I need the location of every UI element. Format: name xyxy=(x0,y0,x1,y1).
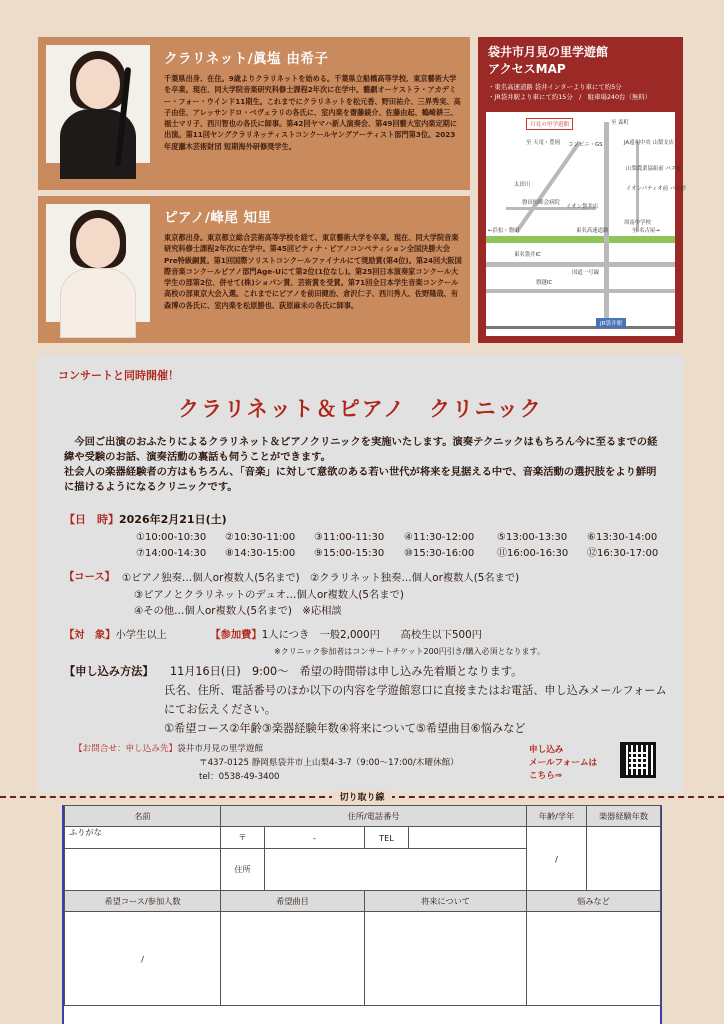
application-form xyxy=(62,805,662,1024)
pianist-bio: 東京都出身。東京都立総合芸術高等学校を経て、東京藝術大学を卒業。現在、同大学院音楽研究科修士課程2年次に在学中。第45回ピティナ・ピアノコンペティション全国決勝大会Pre特級銅賞。第1回国際ソリストコンクールファイナルにて奨励賞(第4位)。第24回大阪国際音楽コンクールピアノ部門Age-Uにて第2位(1位なし)。第25回日本演奏家コンクール大学生の部第2位、併せて(株)ショパン賞、芸術賞を受賞。第71回全日本学生音楽コンクール高校の部東京大会入選。これまでにピアノを前田健治、倉沢仁子、西川秀人、佐野隆哉、有森博の各氏に、室内楽を松原勝也、荻原麻未の各氏に師事。 xyxy=(164,233,462,310)
tel-field[interactable] xyxy=(409,827,527,849)
address-field[interactable] xyxy=(265,849,527,891)
slot: ①10:00-10:30 xyxy=(136,532,207,543)
cut-line xyxy=(0,792,724,806)
tel-label: TEL xyxy=(365,827,409,849)
access-subtitle: アクセスMAP xyxy=(488,62,566,76)
header-piece: 希望曲目 xyxy=(221,891,365,912)
slot: ⑧14:30-15:00 xyxy=(225,548,296,559)
slot: ⑪16:00-16:30 xyxy=(497,548,569,559)
postal-label: 〒 xyxy=(221,827,265,849)
course-label: 【コース】 xyxy=(64,571,115,583)
clinic-title: クラリネット＆ピアノ クリニック xyxy=(178,397,543,421)
address-label: 住所 xyxy=(221,849,265,891)
header-age: 年齢/学年 xyxy=(527,806,587,827)
map-jr-station: JR袋井駅 xyxy=(596,318,626,328)
profile-piano xyxy=(38,196,470,343)
pianist-photo xyxy=(46,204,150,322)
name-field[interactable] xyxy=(65,849,221,891)
slot: ⑤13:00-13:30 xyxy=(497,532,568,543)
future-field[interactable] xyxy=(365,912,527,1006)
header-years: 楽器経験年数 xyxy=(587,806,661,827)
age-field[interactable]: / xyxy=(527,827,587,891)
slot: ②10:30-11:00 xyxy=(225,532,296,543)
apply-details: 11月16日(日) 9:00～ 希望の時間帯は申し込み先着順となります。 氏名、住所、電話番号のほか以下の内容を学遊館窓口に直接またはお電話、申し込みメールフォームにてお伝えください。 ①希望コース②年齢③楽器経験年数④将来について⑤希望曲目⑥悩みなど xyxy=(164,665,667,735)
map-venue-label: 月見の里学遊館 xyxy=(526,118,573,130)
header-address: 住所/電話番号 xyxy=(221,806,527,827)
access-title: 袋井市月見の里学遊館 xyxy=(488,45,609,59)
date-row: 【日 時】2026年2月21日(土) xyxy=(64,513,227,526)
clarinetist-photo xyxy=(46,45,150,163)
slot: ⑩15:30-16:00 xyxy=(404,548,475,559)
years-field[interactable] xyxy=(587,827,661,891)
clinic-intro: 今回ご出演のおふたりによるクラリネット＆ピアノクリニックを実施いたします。演奏テクニックはもちろん今に至るまでの経緯や受験のお話、演奏活動の裏話も伺うことができます。 社会人の楽器経験者の方はもちろん、「音楽」に対して意欲のある若い世代が将来を見据える中で、音楽活動の選択肢をより鮮明に描けるようになるクリニックです。 xyxy=(64,436,658,493)
profile-clarinet xyxy=(38,37,470,190)
worries-field[interactable] xyxy=(527,912,661,1006)
slot: ⑥13:30-14:00 xyxy=(587,532,658,543)
furigana-field[interactable]: ふりがな xyxy=(65,827,221,849)
course-field[interactable]: / xyxy=(65,912,221,1006)
time-slots xyxy=(136,530,677,562)
access-map: 月見の里学遊館 至 森町 至 天竜・豊岡 コンビニ・GS JA遠州中央 山梨支店 山梨農業協組前 バス停 イオンパティオ前 バス停 太田川 磐田医師会病院 イオン袋井店 周南中学校 ←浜松・磐田 東名高速道路 至 名古屋→ 東名袋井IC 国道一号線 磐越IC JR袋井駅 xyxy=(486,112,675,336)
cut-line-label: 切り取り線 xyxy=(339,793,385,803)
slot: ⑨15:00-15:30 xyxy=(314,548,385,559)
header-course: 希望コース/参加人数 xyxy=(65,891,221,912)
header-name: 名前 xyxy=(65,806,221,827)
clarinetist-bio: 千葉県出身、在住。9歳よりクラリネットを始める。千葉県立船橋高等学校、東京藝術大学を卒業。現在、同大学院音楽研究科修士課程2年次に在学中。藝劇オーケストラ・アカデミー・フォー・ウインド11期生。これまでにクラリネットを松元香、野田祐介、三界秀実、高子由佳、アレッサンドロ・ベヴェラリの各氏に、室内楽を齋藤綾介、佐藤由起、鶴崎耕三、福士マリ子、西川智也の各氏に師事。第42回ヤマハ新人演奏会、第49回藝大室内楽定期に出演。第11回ヤングクラリネッティストコンクールヤングアーティスト部門第3位。2023年度瀬木芸術財団 短期海外研修奨学生。 xyxy=(164,74,461,151)
clarinetist-name: クラリネット/眞塩 由希子 xyxy=(164,51,329,67)
fee-note: ※クリニック参加者はコンサートチケット200円引き/購入必須となります。 xyxy=(274,647,545,656)
slot: ④11:30-12:00 xyxy=(404,532,475,543)
slot: ⑦14:00-14:30 xyxy=(136,548,207,559)
access-note: ・東名高速道路 袋井インターより車にて約5分 ・JR袋井駅より車にて約15分 / 駐車場240台（無料） xyxy=(488,83,652,101)
target-fee-row: 【対 象】小学生以上 【参加費】1人につき 一般2,000円 高校生以下500円 xyxy=(64,629,482,641)
header-worries: 悩みなど xyxy=(527,891,661,912)
apply-label: 【申し込み方法】 xyxy=(64,665,154,678)
header-future: 将来について xyxy=(365,891,527,912)
postal-field[interactable]: - xyxy=(265,827,365,849)
course-list: ①ピアノ独奏…個人or複数人(5名まで) ②クラリネット独奏…個人or複数人(5名まで) ③ピアノとクラリネットのデュオ…個人or複数人(5名まで) ④その他…個人or複数人(5名まで) ※応相談 xyxy=(122,572,520,617)
qr-code-icon[interactable] xyxy=(620,742,656,778)
clinic-section xyxy=(38,355,683,793)
slot: ⑫16:30-17:00 xyxy=(587,548,659,559)
pianist-name: ピアノ/峰尾 知里 xyxy=(164,210,272,226)
access-panel xyxy=(478,37,687,343)
piece-field[interactable] xyxy=(221,912,365,1006)
clinic-subtitle: コンサートと同時開催！ xyxy=(58,369,179,382)
mail-form-link[interactable]: 申し込み メールフォームは こちら⇒ xyxy=(529,745,598,781)
slot: ③11:00-11:30 xyxy=(314,532,385,543)
contact-info: 【お問合せ：申し込み先】袋井市月見の里学遊館 〒437-0125 静岡県袋井市上山梨4-3-7（9:00～17:00/木曜休館） tel：0538-49-3400 xyxy=(74,744,459,782)
